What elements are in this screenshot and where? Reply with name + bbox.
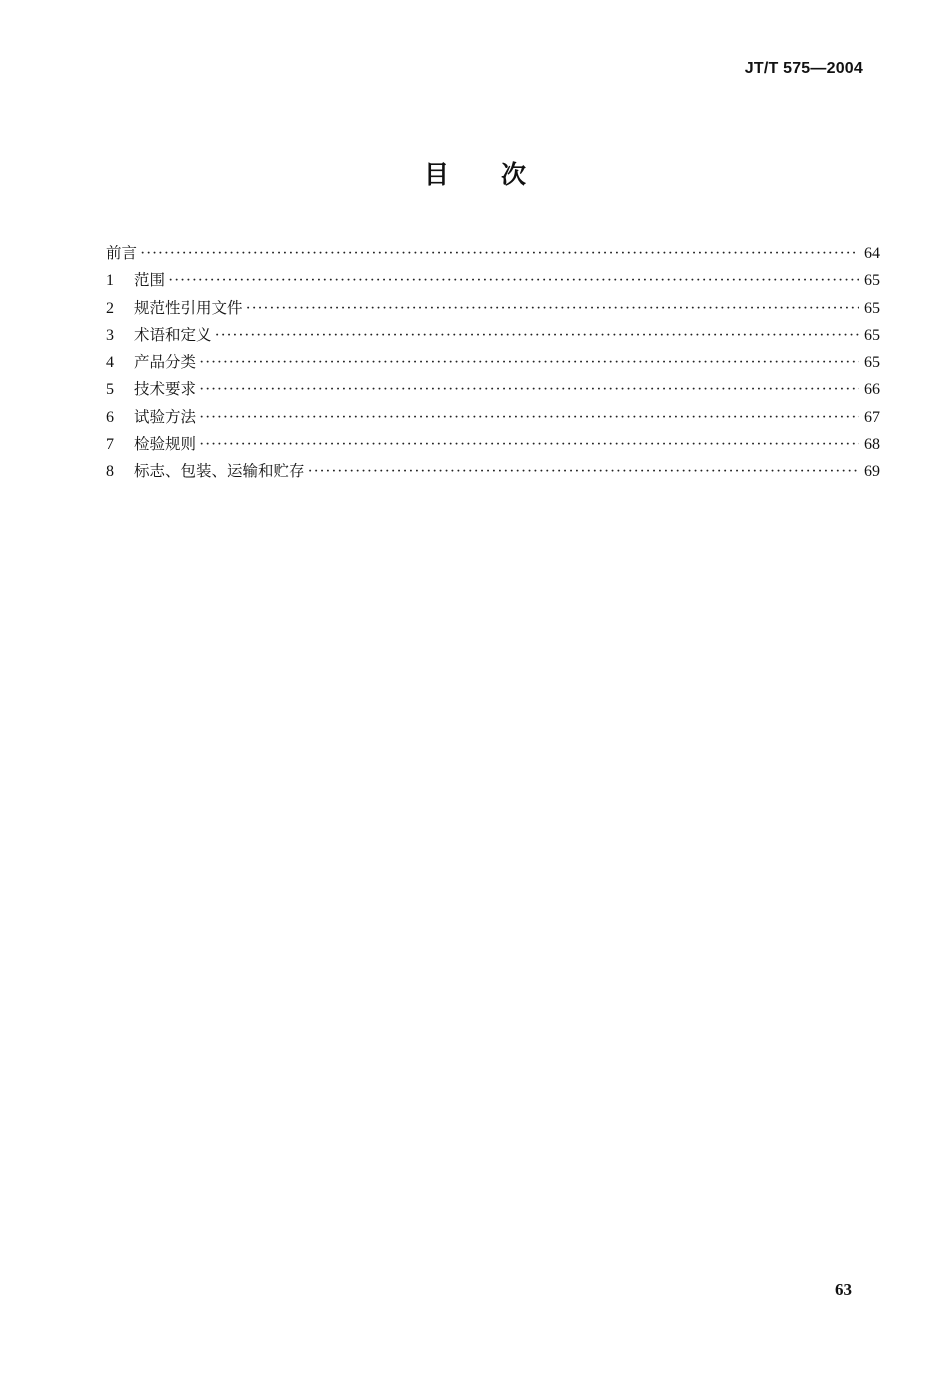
toc-entry-terms-definitions[interactable] (106, 324, 880, 351)
toc-entry-number: 2 (106, 299, 114, 317)
toc-entry-label: 产品分类 (134, 353, 197, 372)
toc-entry-scope[interactable] (106, 269, 880, 296)
toc-entry-page: 67 (864, 408, 880, 426)
toc-entry-normative-references[interactable] (106, 297, 880, 324)
toc-entry-number: 4 (106, 354, 114, 372)
dot-leader (199, 434, 859, 456)
toc-entry-page: 69 (864, 463, 880, 481)
toc-entry-page: 66 (864, 381, 880, 399)
dot-leader (140, 243, 859, 265)
toc-entry-page: 65 (864, 272, 880, 290)
toc-entry-page: 65 (864, 326, 880, 344)
standard-code: JT/T 575—2004 (744, 60, 863, 77)
dot-leader (215, 325, 859, 347)
toc-entry-number: 3 (106, 326, 114, 344)
toc-entry-label: 规范性引用文件 (134, 298, 243, 317)
toc-entry-label: 范围 (134, 271, 166, 290)
toc-entry-inspection-rules[interactable] (106, 433, 880, 460)
dot-leader (308, 461, 859, 483)
toc-entry-marking-packaging[interactable] (106, 460, 880, 487)
toc-entry-number: 5 (106, 381, 114, 399)
toc-entry-label: 试验方法 (134, 407, 197, 426)
toc-entry-product-classification[interactable] (106, 351, 880, 378)
dot-leader (199, 407, 859, 429)
toc-entry-label: 技术要求 (134, 380, 197, 399)
toc-entry-technical-requirements[interactable] (106, 378, 880, 405)
page-number: 63 (835, 1280, 852, 1299)
toc-entry-number: 8 (106, 463, 114, 481)
toc-entry-label: 标志、包装、运输和贮存 (134, 462, 305, 481)
table-of-contents (106, 242, 880, 488)
dot-leader (246, 298, 859, 320)
dot-leader (199, 379, 859, 401)
toc-entry-label: 术语和定义 (134, 325, 212, 344)
toc-entry-foreword[interactable] (106, 242, 880, 269)
toc-entry-page: 65 (864, 354, 880, 372)
toc-entry-page: 68 (864, 436, 880, 454)
toc-title: 目次 (423, 160, 578, 189)
dot-leader (168, 270, 859, 292)
toc-entry-number: 7 (106, 436, 114, 454)
toc-entry-label: 前言 (106, 244, 138, 262)
toc-entry-page: 64 (864, 245, 880, 262)
toc-entry-label: 检验规则 (134, 435, 197, 454)
toc-entry-number: 6 (106, 408, 114, 426)
toc-entry-number: 1 (106, 272, 114, 290)
toc-entry-page: 65 (864, 299, 880, 317)
toc-entry-test-methods[interactable] (106, 406, 880, 433)
dot-leader (199, 352, 859, 374)
